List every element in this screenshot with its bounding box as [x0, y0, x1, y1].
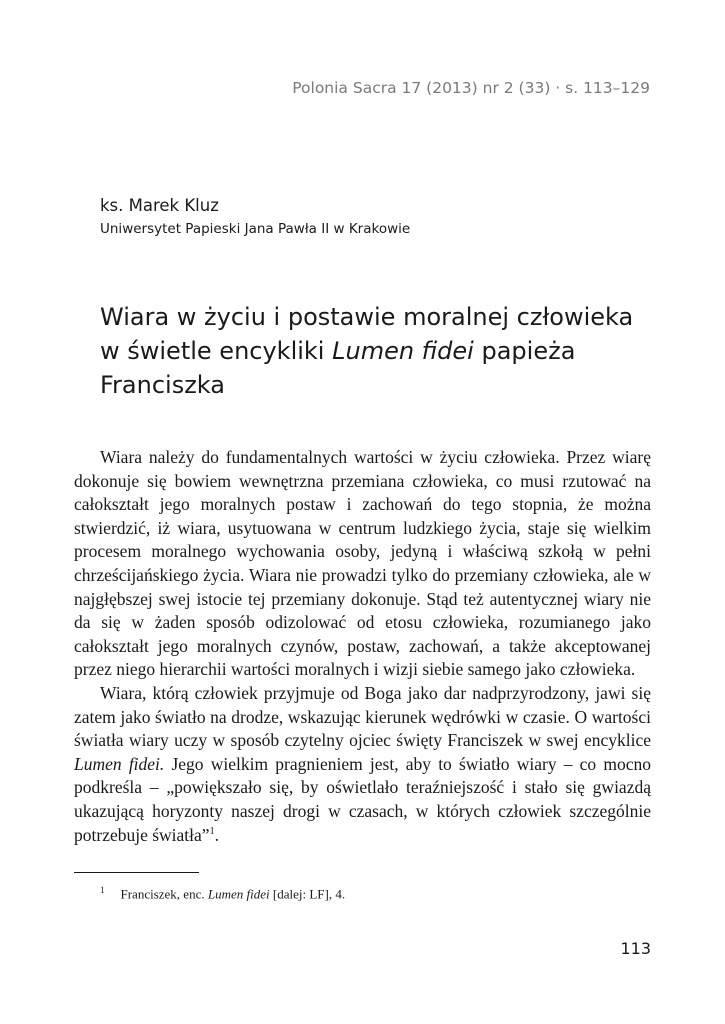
- paragraph-2-text-b: Jego wielkim pragnieniem jest, aby to światło wiary – co mocno podkreśla – „powiększało się, by oświetlało teraźniejszość i stało się gwiazdą ukazującą horyzonty naszej drogi w czasach, w których człowiek szczególnie potrzebuje światła”: [74, 753, 651, 845]
- title-line-2-start: w świetle encykliki: [100, 337, 333, 365]
- footnote-reference[interactable]: 1: [209, 825, 215, 837]
- title-line-2-end: papieża: [473, 337, 576, 365]
- running-head: Polonia Sacra 17 (2013) nr 2 (33) · s. 113–129: [292, 79, 650, 97]
- title-line-3: Franciszka: [100, 371, 225, 399]
- paragraph-2-encyclical-name: Lumen fidei.: [74, 753, 165, 774]
- author-affiliation: Uniwersytet Papieski Jana Pawła II w Krakowie: [100, 221, 411, 237]
- page-number: 113: [620, 939, 651, 958]
- article-body: [74, 446, 651, 847]
- article-title: [100, 300, 660, 402]
- title-encyclical-name: Lumen fidei: [332, 337, 474, 365]
- footnote-number: 1: [100, 885, 105, 895]
- footnote-encyclical-name: Lumen fidei: [207, 886, 270, 902]
- body-paragraph-2: [74, 682, 651, 847]
- title-line-2: [100, 334, 660, 368]
- footnote: [100, 885, 345, 902]
- footnote-text-start: Franciszek, enc.: [120, 886, 208, 902]
- footnote-divider: [74, 872, 199, 873]
- title-line-1: Wiara w życiu i postawie moralnej człowieka: [100, 303, 634, 331]
- author-name: ks. Marek Kluz: [100, 196, 219, 215]
- paragraph-2-text-a: Wiara, którą człowiek przyjmuje od Boga jako dar nadprzyrodzony, jawi się zatem jako światło na drodze, wskazując kierunek wędrówki w czasie. O wartości światła wiary uczy w sposób czytelny ojciec święty Franciszek w swej encyklice: [74, 682, 651, 751]
- body-paragraph-1: Wiara należy do fundamentalnych wartości w życiu człowieka. Przez wiarę dokonuje się bowiem wewnętrzna przemiana człowieka, co musi rzutować na całokształt jego moralnych postaw i zachowań do tego stopnia, że można stwierdzić, iż wiara, usytuowana w centrum ludzkiego życia, staje się wielkim procesem moralnego wychowania osoby, jedyną i właściwą szkołą w pełni chrześcijańskiego życia. Wiara nie prowadzi tylko do przemiany człowieka, ale w najgłębszej swej istocie tej przemiany dokonuje. Stąd też autentycznej wiary nie da się w żaden sposób odizolować od etosu człowieka, rozumianego jako całokształt jego moralnych czynów, postaw, zachowań, a także akceptowanej przez niego hierarchii wartości moralnych i wizji siebie samego jako człowieka.: [74, 447, 651, 680]
- footnote-text-end: [dalej: LF], 4.: [269, 886, 346, 902]
- paragraph-2-end: .: [214, 824, 219, 845]
